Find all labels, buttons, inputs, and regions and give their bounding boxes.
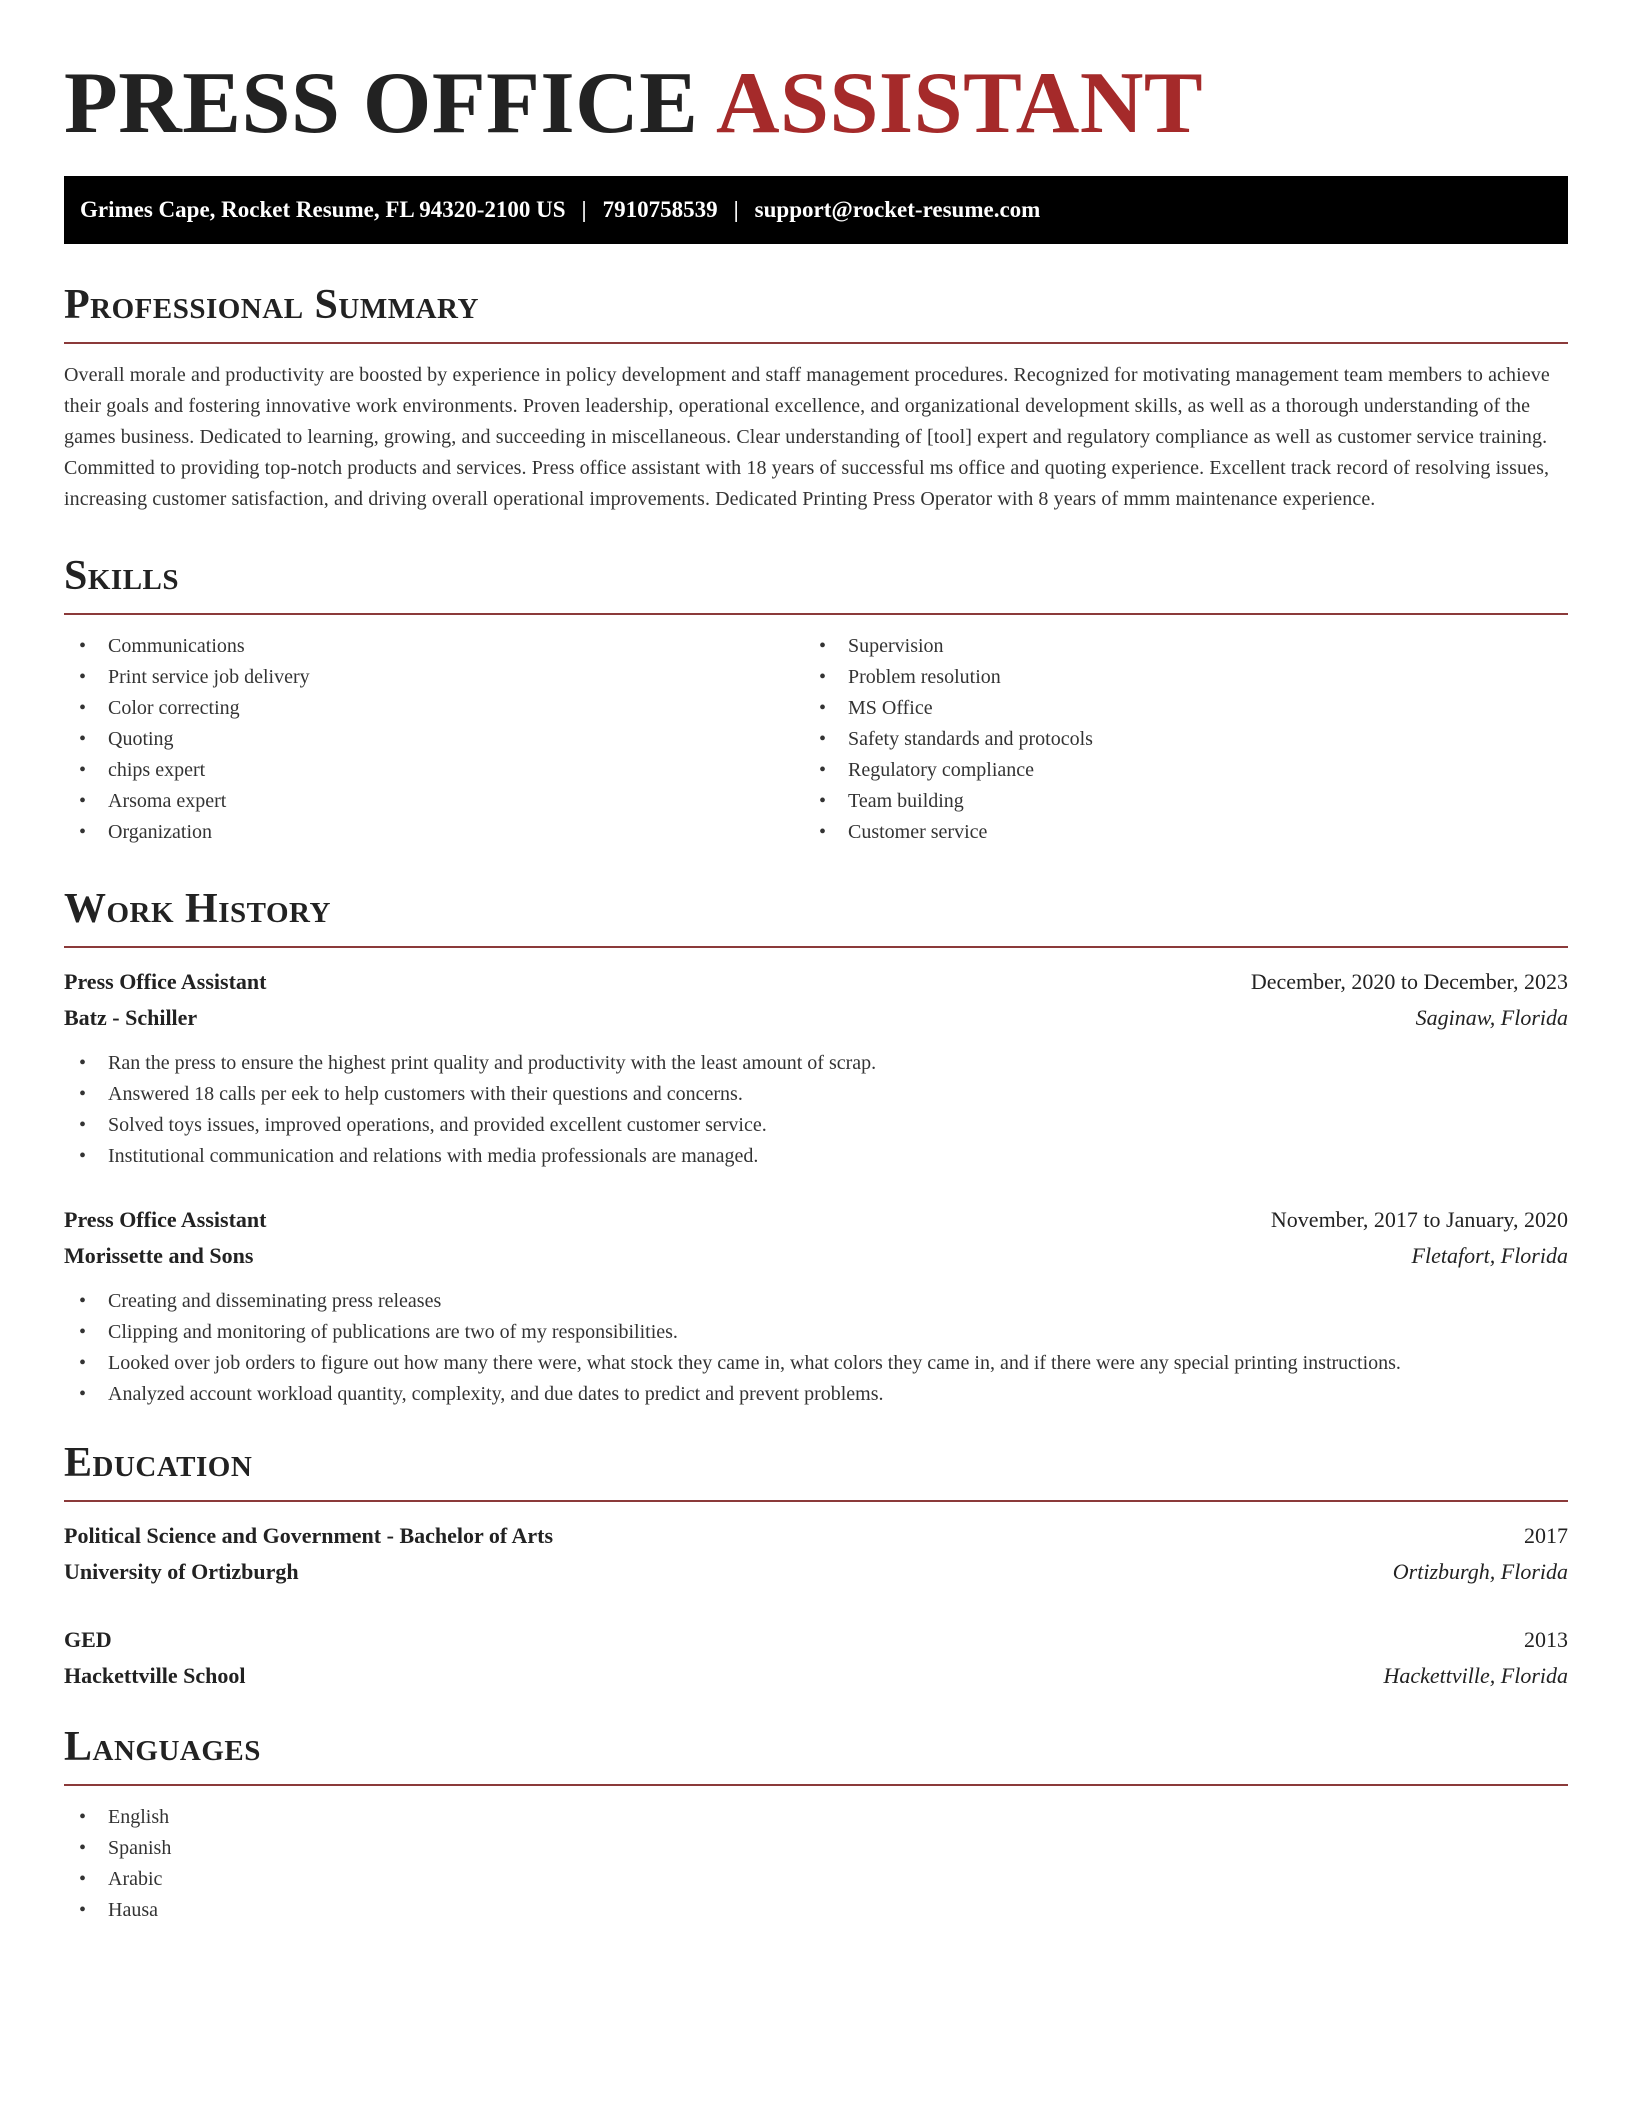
section-divider: [64, 342, 1568, 344]
list-item-text: Spanish: [108, 1837, 172, 1859]
education-year: 2013: [1524, 1627, 1568, 1652]
bullet-icon: •: [79, 1352, 87, 1374]
contact-phone: 7910758539: [602, 197, 718, 222]
job-company-row: [64, 1238, 1568, 1274]
list-item-text: Answered 18 calls per eek to help customers with their questions and concerns.: [108, 1083, 743, 1105]
bullet-icon: •: [79, 1052, 87, 1074]
work-section: [64, 886, 1568, 1410]
bullet-icon: •: [79, 666, 87, 688]
section-divider: [64, 946, 1568, 948]
list-item-text: Team building: [848, 790, 964, 812]
job-company-row: [64, 1000, 1568, 1036]
bullet-icon: •: [819, 821, 827, 843]
skills-grid: [64, 631, 1568, 848]
list-item-text: Ran the press to ensure the highest print quality and productivity with the least amount of scrap.: [108, 1052, 877, 1074]
list-item-text: Arabic: [108, 1868, 163, 1890]
list-item: [64, 724, 804, 755]
education-school: Hackettville School: [64, 1663, 246, 1688]
bullet-icon: •: [79, 1383, 87, 1405]
job-role: Press Office Assistant: [64, 1207, 267, 1232]
list-item: [64, 1141, 1568, 1172]
contact-separator: |: [581, 197, 587, 222]
list-item-text: Hausa: [108, 1899, 158, 1921]
list-item: [64, 1317, 1568, 1348]
education-section: [64, 1440, 1568, 1694]
skills-column-left: [64, 631, 804, 848]
resume-title: [64, 54, 1568, 154]
job-location: Saginaw, Florida: [1415, 1005, 1568, 1030]
list-item: [804, 693, 1544, 724]
job-role: Press Office Assistant: [64, 969, 267, 994]
education-school: University of Ortizburgh: [64, 1559, 299, 1584]
job-dates: December, 2020 to December, 2023: [1250, 969, 1568, 994]
list-item: [64, 1079, 1568, 1110]
list-item: [804, 631, 1544, 662]
job-entry: [64, 1202, 1568, 1410]
education-location: Ortizburgh, Florida: [1392, 1559, 1568, 1584]
bullet-icon: •: [79, 1806, 87, 1828]
job-bullets: [64, 1286, 1568, 1410]
bullet-icon: •: [79, 1899, 87, 1921]
bullet-icon: •: [79, 759, 87, 781]
education-year: 2017: [1524, 1523, 1568, 1548]
bullet-icon: •: [79, 1321, 87, 1343]
education-degree-row: [64, 1518, 1568, 1554]
list-item-text: Arsoma expert: [108, 790, 227, 812]
contact-email: support@rocket-resume.com: [754, 197, 1041, 222]
job-dates: November, 2017 to January, 2020: [1270, 1207, 1568, 1232]
list-item-text: Quoting: [108, 728, 174, 750]
skills-list-left: [64, 631, 804, 848]
education-entry: [64, 1518, 1568, 1590]
list-item: [64, 1110, 1568, 1141]
list-item-text: chips expert: [108, 759, 206, 781]
education-location: Hackettville, Florida: [1383, 1663, 1568, 1688]
list-item: [64, 1833, 1568, 1864]
list-item-text: Solved toys issues, improved operations, and provided excellent customer service.: [108, 1114, 767, 1136]
list-item: [64, 693, 804, 724]
list-item: [804, 817, 1544, 848]
list-item-text: Analyzed account workload quantity, complexity, and due dates to predict and prevent problems.: [108, 1383, 884, 1405]
job-location: Fletafort, Florida: [1411, 1243, 1568, 1268]
job-company: Batz - Schiller: [64, 1005, 198, 1030]
list-item: [64, 662, 804, 693]
list-item: [64, 817, 804, 848]
education-degree: Political Science and Government - Bachelor of Arts: [64, 1523, 554, 1548]
bullet-icon: •: [819, 697, 827, 719]
list-item: [64, 755, 804, 786]
education-entry: [64, 1622, 1568, 1694]
bullet-icon: •: [819, 728, 827, 750]
bullet-icon: •: [79, 1145, 87, 1167]
bullet-icon: •: [79, 1114, 87, 1136]
list-item-text: MS Office: [848, 697, 933, 719]
education-heading: Education: [64, 1440, 253, 1486]
education-school-row: [64, 1658, 1568, 1694]
summary-text: Overall morale and productivity are boosted by experience in policy development and staff management procedures. Recognized for motivating management team members to achieve their goals and fostering innovative work environments. Proven leadership, operational excellence, and organizational development skills, as well as a thorough understanding of the games business. Dedicated to learning, growing, and succeeding in miscellaneous. Clear understanding of [tool] expert and regulatory compliance as well as customer service training. Committed to providing top-notch products and services. Press office assistant with 18 years of successful ms office and quoting experience. Excellent track record of resolving issues, increasing customer satisfaction, and driving overall operational improvements. Dedicated Printing Press Operator with 8 years of mmm maintenance experience.: [64, 364, 1550, 510]
list-item: [64, 1864, 1568, 1895]
bullet-icon: •: [79, 1837, 87, 1859]
list-item-text: Problem resolution: [848, 666, 1001, 688]
job-header-row: [64, 964, 1568, 1000]
summary-heading: Professional Summary: [64, 282, 479, 328]
list-item-text: Color correcting: [108, 697, 240, 719]
languages-section: [64, 1724, 1568, 1926]
bullet-icon: •: [79, 1290, 87, 1312]
education-school-row: [64, 1554, 1568, 1590]
contact-bar: [64, 176, 1568, 244]
job-company: Morissette and Sons: [64, 1243, 254, 1268]
list-item-text: Customer service: [848, 821, 988, 843]
list-item: [804, 755, 1544, 786]
skills-section: [64, 553, 1568, 848]
title-name-first: PRESS OFFICE: [64, 55, 699, 152]
list-item: [64, 786, 804, 817]
list-item: [64, 1348, 1568, 1379]
contact-address: Grimes Cape, Rocket Resume, FL 94320-2100 US: [80, 197, 566, 222]
contact-separator: |: [733, 197, 739, 222]
section-divider: [64, 1500, 1568, 1502]
list-item: [804, 662, 1544, 693]
bullet-icon: •: [79, 790, 87, 812]
job-header-row: [64, 1202, 1568, 1238]
list-item-text: Creating and disseminating press releases: [108, 1290, 442, 1312]
languages-heading: Languages: [64, 1724, 261, 1770]
skills-heading: Skills: [64, 553, 180, 599]
skills-column-right: [804, 631, 1544, 848]
list-item-text: Regulatory compliance: [848, 759, 1035, 781]
work-heading: Work History: [64, 886, 331, 932]
section-divider: [64, 1784, 1568, 1786]
list-item: [64, 1048, 1568, 1079]
list-item: [64, 1286, 1568, 1317]
list-item-text: Looked over job orders to figure out how many there were, what stock they came in, what colors they came in, and if there were any special printing instructions.: [108, 1352, 1401, 1374]
education-degree: GED: [64, 1627, 112, 1652]
bullet-icon: •: [819, 790, 827, 812]
bullet-icon: •: [819, 635, 827, 657]
job-entry: [64, 964, 1568, 1172]
bullet-icon: •: [79, 1083, 87, 1105]
title-name-last: ASSISTANT: [716, 55, 1204, 152]
bullet-icon: •: [79, 697, 87, 719]
bullet-icon: •: [819, 759, 827, 781]
list-item-text: Print service job delivery: [108, 666, 310, 688]
list-item: [64, 1802, 1568, 1833]
bullet-icon: •: [79, 1868, 87, 1890]
list-item: [64, 1379, 1568, 1410]
section-divider: [64, 613, 1568, 615]
list-item: [64, 1895, 1568, 1926]
education-degree-row: [64, 1622, 1568, 1658]
list-item: [804, 724, 1544, 755]
list-item: [64, 631, 804, 662]
languages-list: [64, 1802, 1568, 1926]
list-item-text: Communications: [108, 635, 245, 657]
bullet-icon: •: [819, 666, 827, 688]
job-bullets: [64, 1048, 1568, 1172]
bullet-icon: •: [79, 635, 87, 657]
list-item-text: Safety standards and protocols: [848, 728, 1093, 750]
list-item: [804, 786, 1544, 817]
list-item-text: Institutional communication and relations with media professionals are managed.: [108, 1145, 759, 1167]
summary-section: [64, 282, 1568, 515]
list-item-text: Clipping and monitoring of publications are two of my responsibilities.: [108, 1321, 678, 1343]
list-item-text: Supervision: [848, 635, 944, 657]
list-item-text: Organization: [108, 821, 213, 843]
list-item-text: English: [108, 1806, 170, 1828]
bullet-icon: •: [79, 821, 87, 843]
skills-list-right: [804, 631, 1544, 848]
bullet-icon: •: [79, 728, 87, 750]
